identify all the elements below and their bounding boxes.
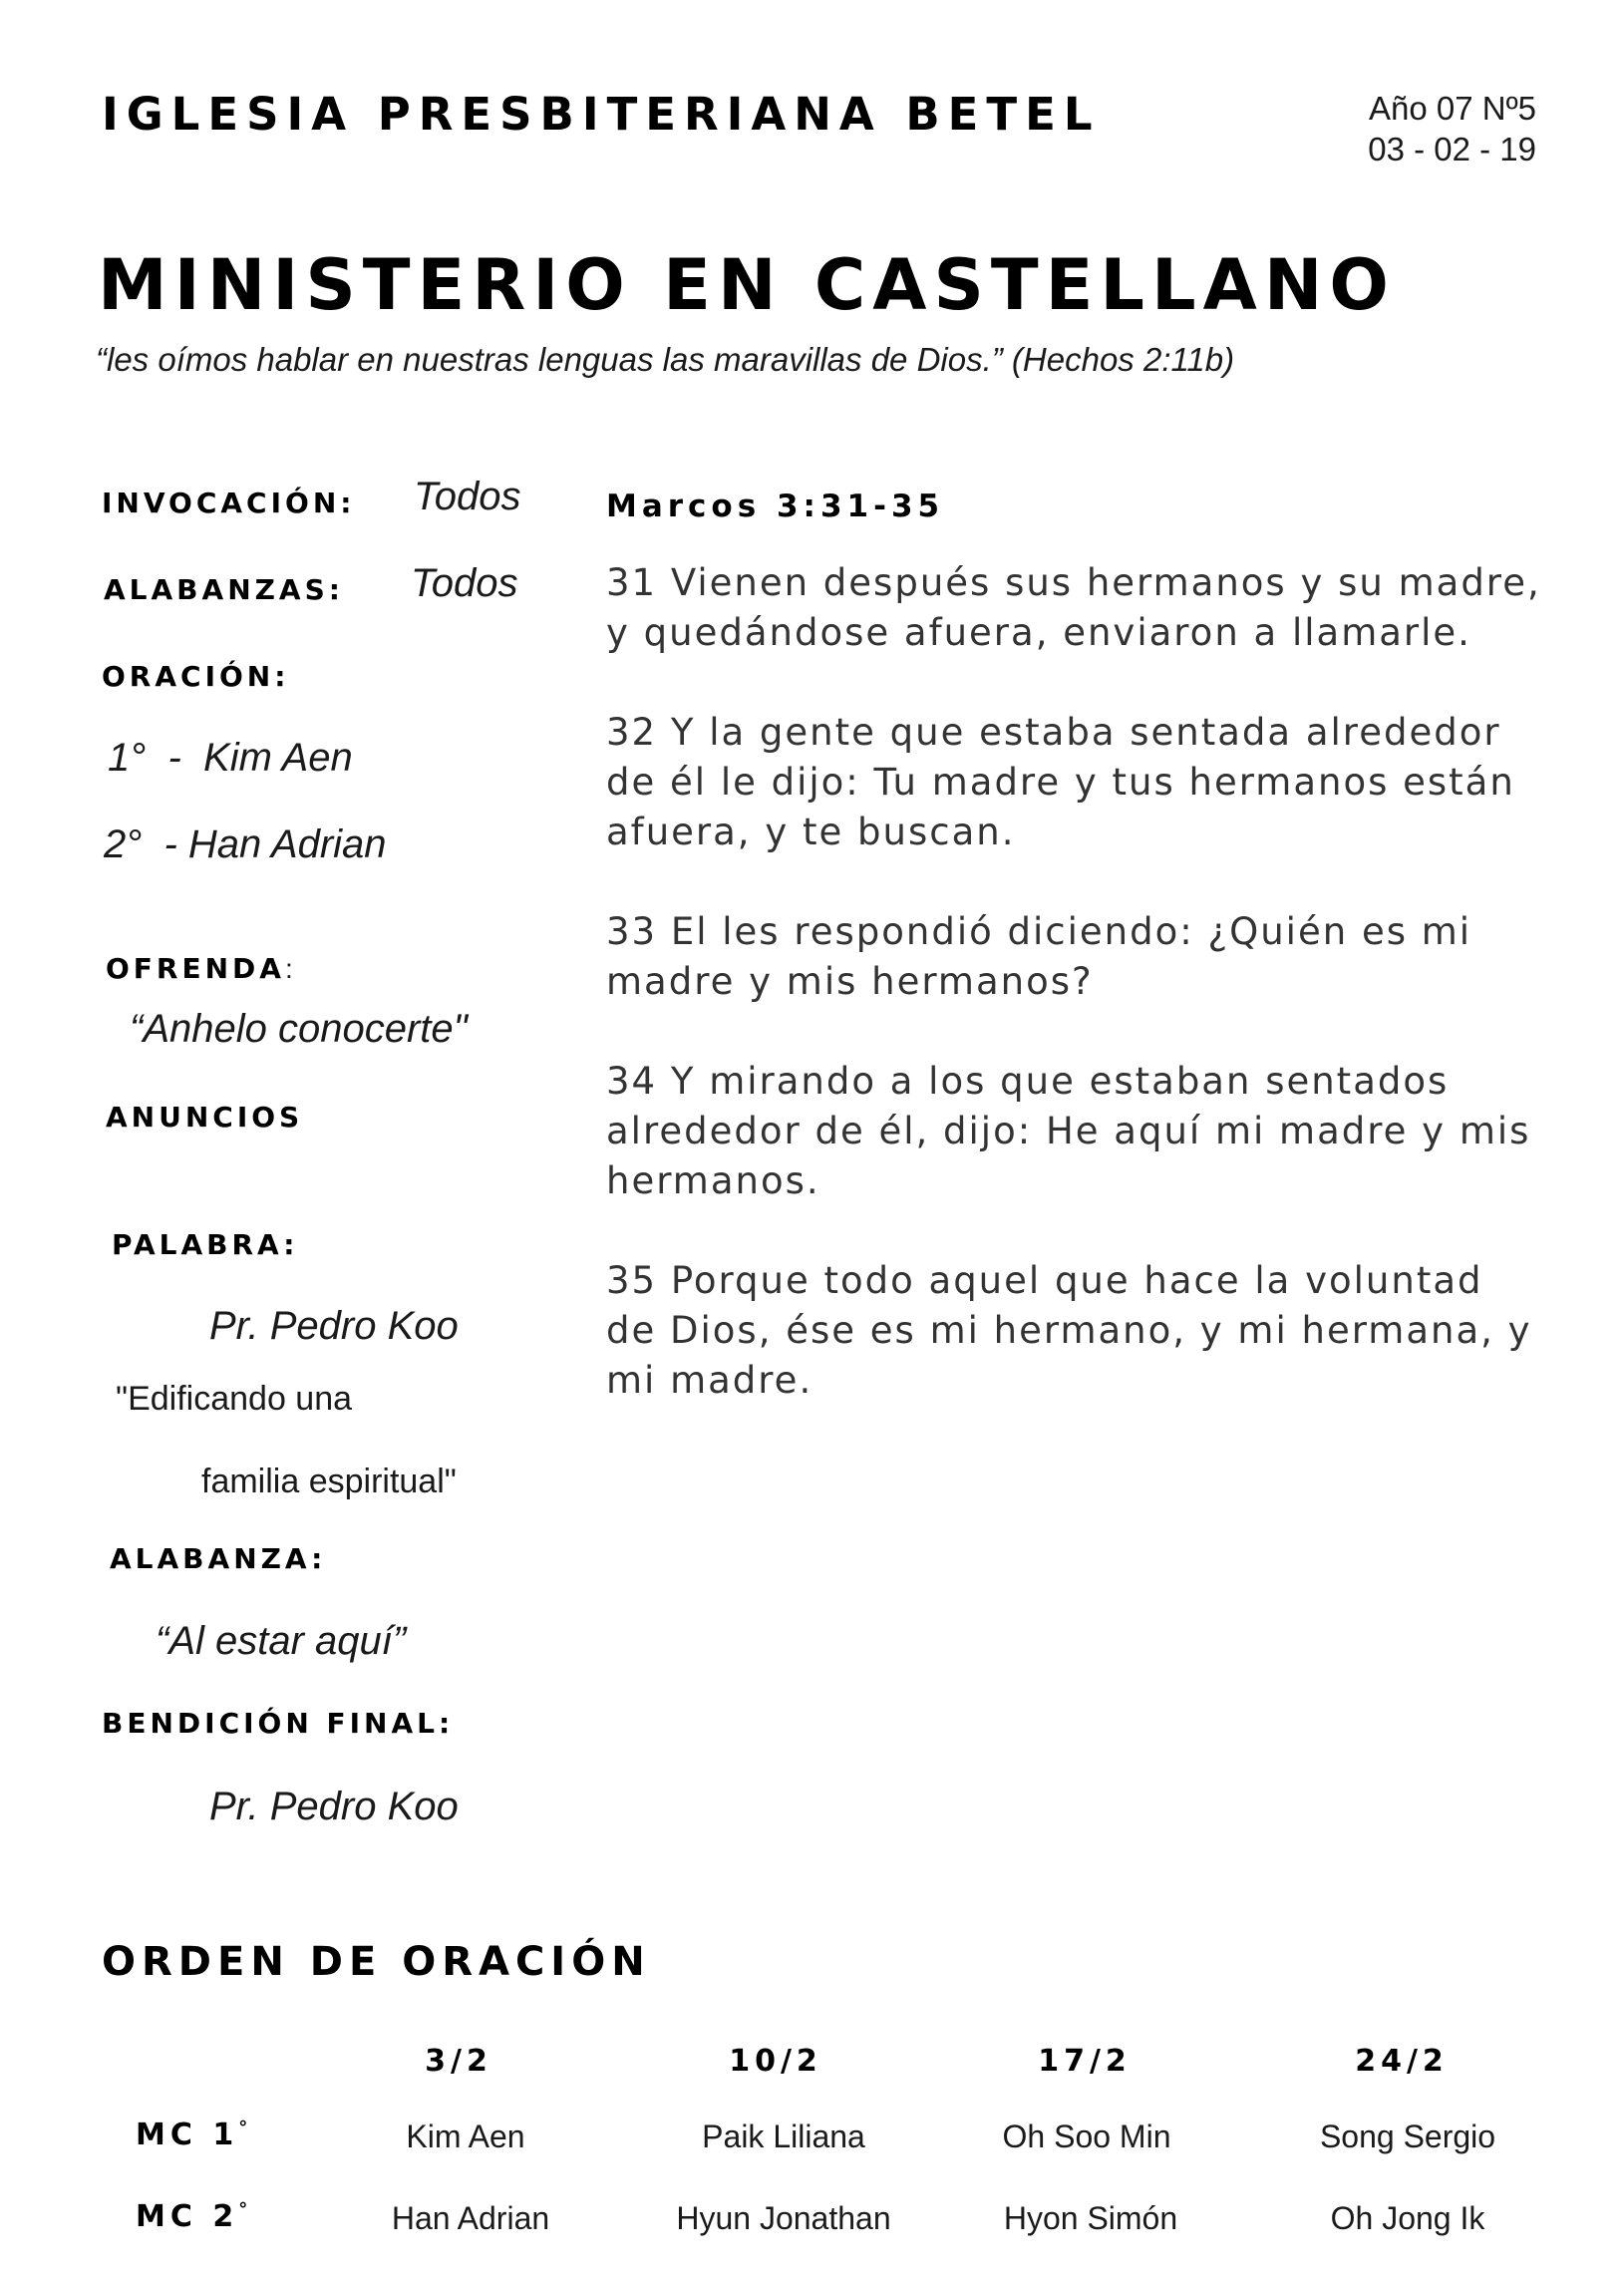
invocacion-value: Todos	[414, 475, 521, 518]
alabanza-label: ALABANZA:	[110, 1542, 327, 1575]
schedule-cell: Hyon Simón	[1003, 2200, 1178, 2236]
row-label-mc1	[136, 2118, 247, 2152]
verse-31: 31 Vienen después sus hermanos y su madre, y quedándose afuera, enviaron a llamarle.	[606, 561, 1541, 654]
schedule-cell: Hyun Jonathan	[676, 2200, 891, 2236]
schedule-cell: Paik Liliana	[702, 2119, 865, 2154]
ofrenda-heading	[106, 952, 293, 985]
schedule-cell: Oh Jong Ik	[1330, 2200, 1485, 2236]
verse-33: 33 El les respondió diciendo: ¿Quién es mi madre y mis hermanos?	[606, 910, 1472, 1003]
prayer-schedule-title: ORDEN DE ORACIÓN	[102, 1939, 651, 1985]
schedule-cell: Kim Aen	[406, 2119, 525, 2154]
ofrenda-colon: :	[284, 953, 293, 984]
date-column-2: 10/2	[729, 2044, 822, 2079]
verse-34: 34 Y mirando a los que estaban sentados alrededor de él, dijo: He aquí mi madre y mis hermanos.	[606, 1060, 1531, 1202]
ofrenda-value: “Anhelo conocerte"	[130, 1007, 468, 1051]
row-label-mc1-sup: °	[238, 2118, 248, 2138]
schedule-cell: Han Adrian	[391, 2200, 550, 2236]
alabanza-value: “Al estar aquí”	[156, 1619, 407, 1663]
verse-35: 35 Porque todo aquel que hace la voluntad de Dios, ése es mi hermano, y mi hermana, y mi madre.	[606, 1259, 1532, 1402]
sermon-title-line1: "Edificando una	[116, 1380, 353, 1418]
date-column-1: 3/2	[425, 2044, 492, 2079]
row-label-mc2	[136, 2199, 247, 2234]
alabanzas-value: Todos	[411, 561, 518, 605]
alabanzas-label: ALABANZAS:	[104, 573, 344, 606]
bendicion-label: BENDICIÓN FINAL:	[102, 1707, 455, 1740]
issue-date: 03 - 02 - 19	[1368, 131, 1536, 167]
epigraph: “les oímos hablar en nuestras lenguas las maravillas de Dios.” (Hechos 2:11b)	[96, 341, 1235, 378]
preacher-name: Pr. Pedro Koo	[209, 1304, 459, 1348]
schedule-cell: Oh Soo Min	[1002, 2119, 1171, 2154]
palabra-label: PALABRA:	[112, 1228, 299, 1261]
verse-32: 32 Y la gente que estaba sentada alrededor de él le dijo: Tu madre y tus hermanos están afuera, y te buscan.	[606, 711, 1515, 853]
bendicion-value: Pr. Pedro Koo	[209, 1785, 459, 1828]
oracion-label: ORACIÓN:	[102, 660, 290, 693]
schedule-cell: Song Sergio	[1319, 2119, 1496, 2154]
church-name: IGLESIA PRESBITERIANA BETEL	[102, 88, 1101, 141]
passage-reference: Marcos 3:31-35	[606, 489, 945, 524]
date-column-4: 24/2	[1355, 2044, 1449, 2079]
row-label-mc1-text: MC 1	[136, 2118, 239, 2152]
ofrenda-label: OFRENDA	[106, 952, 285, 985]
anuncios-label: ANUNCIOS	[106, 1101, 304, 1134]
invocacion-label: INVOCACIÓN:	[102, 487, 356, 519]
issue-number: Año 07 Nº5	[1369, 90, 1536, 127]
row-label-mc2-sup: °	[238, 2199, 248, 2220]
row-label-mc2-text: MC 2	[136, 2199, 239, 2234]
passage-verses	[606, 558, 1543, 1456]
oracion-item-2: 2° - Han Adrian	[104, 822, 387, 866]
page-title: MINISTERIO EN CASTELLANO	[98, 244, 1396, 326]
oracion-item-1: 1° - Kim Aen	[108, 736, 353, 780]
date-column-3: 17/2	[1038, 2044, 1132, 2079]
sermon-title-line2: familia espiritual"	[201, 1463, 457, 1500]
issue-info	[1368, 88, 1536, 169]
